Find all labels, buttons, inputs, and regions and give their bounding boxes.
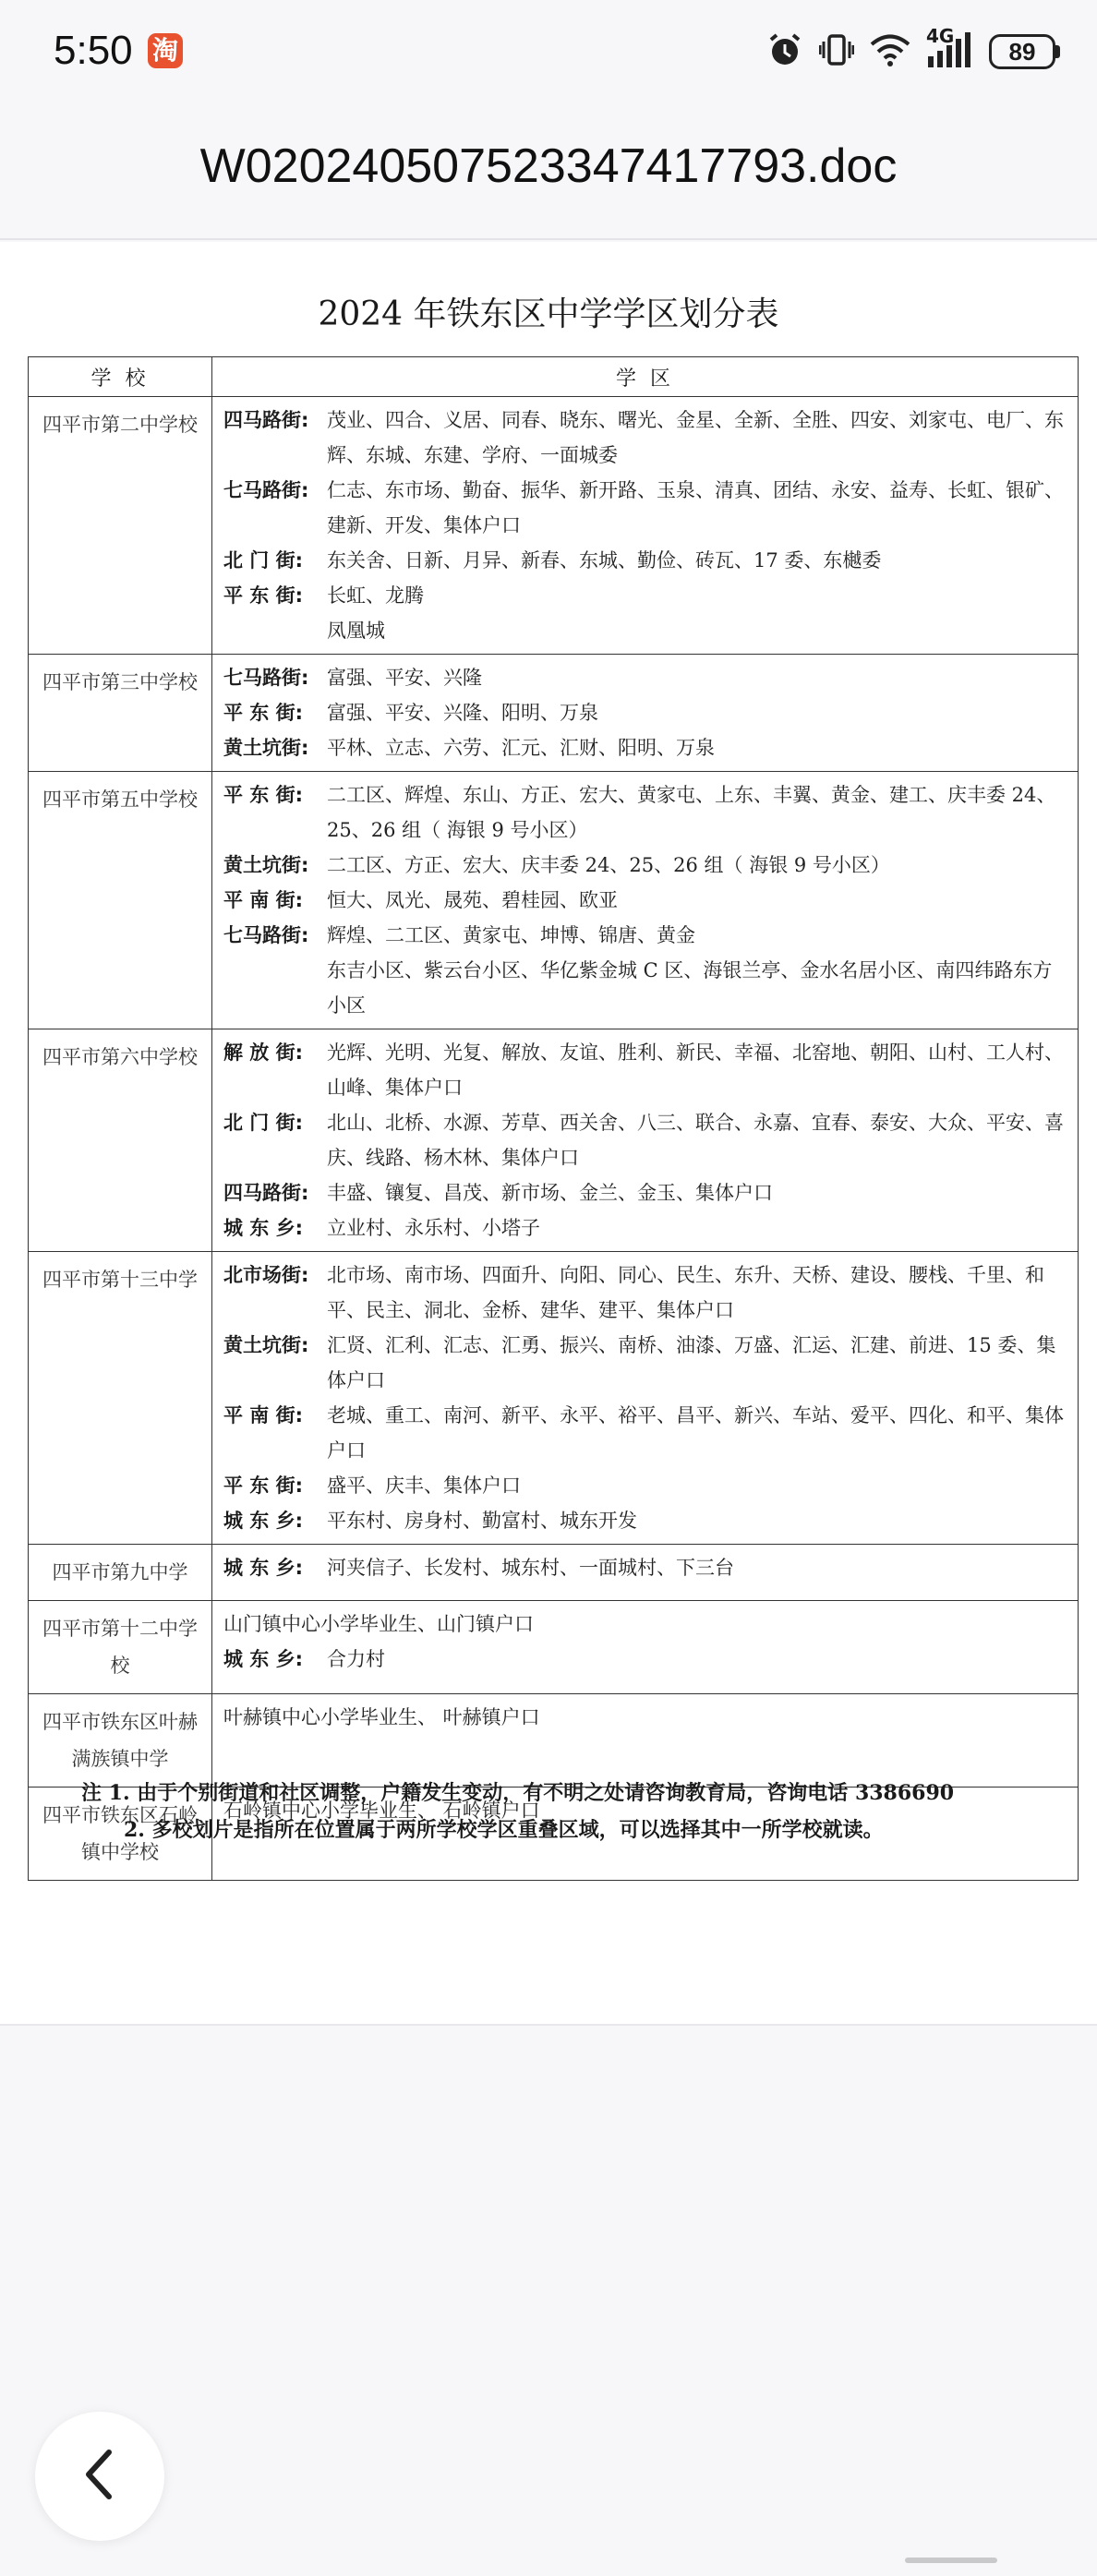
status-icons	[765, 24, 1060, 74]
document-filename: W020240507523347417793.doc	[199, 139, 898, 193]
zone-line	[223, 1398, 1067, 1468]
community-list: 恒大、凤光、晟苑、碧桂园、欧亚	[327, 889, 618, 911]
street-label: 黄土坑街:	[223, 737, 309, 759]
note-1: 注 1. 由于个别街道和社区调整，户籍发生变动，有不明之处请咨询教育局，咨询电话 3386690	[81, 1781, 955, 1805]
zone-cell	[212, 655, 1079, 772]
community-list: 丰盛、镶复、昌茂、新市场、金兰、金玉、集体户口	[327, 1182, 773, 1204]
home-indicator[interactable]	[905, 2558, 997, 2563]
street-label: 平 东 街:	[223, 584, 304, 607]
table-row	[29, 397, 1079, 655]
table-row	[29, 1252, 1079, 1545]
street-label: 平 东 街:	[223, 702, 304, 724]
community-list: 平林、立志、六劳、汇元、汇财、阳明、万泉	[327, 737, 715, 759]
table-row	[29, 1545, 1079, 1601]
school-name-cell: 四平市第五中学校	[29, 772, 212, 1029]
table-row	[29, 1694, 1079, 1788]
back-button[interactable]	[35, 2412, 164, 2541]
table-row	[29, 772, 1079, 1029]
header-zone: 学 区	[212, 357, 1079, 397]
street-label: 城 东 乡:	[223, 1648, 304, 1670]
school-name-cell: 四平市第二中学校	[29, 397, 212, 655]
taobao-app-icon: 淘	[148, 33, 183, 68]
street-label: 城 东 乡:	[223, 1510, 304, 1532]
community-list: 老城、重工、南河、新平、永平、裕平、昌平、新兴、车站、爱平、四化、和平、集体户口	[327, 1404, 1064, 1462]
street-label: 平 东 街:	[223, 784, 304, 806]
street-label: 平 东 街:	[223, 1475, 304, 1497]
zone-cell	[212, 1252, 1079, 1545]
zone-line	[223, 848, 1067, 883]
zone-line	[223, 1105, 1067, 1175]
community-list: 东关舍、日新、月异、新春、东城、勤俭、砖瓦、17 委、东樾委	[327, 549, 882, 572]
zone-line	[223, 660, 1067, 695]
document-page[interactable]	[0, 242, 1097, 2024]
notes	[81, 1775, 1060, 1848]
community-list: 盛平、庆丰、集体户口	[327, 1475, 521, 1497]
zone-line	[223, 613, 1067, 648]
community-list: 富强、平安、兴隆、阳明、万泉	[327, 702, 598, 724]
school-name-cell: 四平市第九中学	[29, 1545, 212, 1601]
battery-icon	[989, 34, 1060, 69]
street-label: 七马路街:	[223, 924, 309, 946]
community-list: 东吉小区、紫云台小区、华亿紫金城 C 区、海银兰亭、金水名居小区、南四纬路东方小区	[327, 959, 1053, 1017]
table-header-row	[29, 357, 1079, 397]
title-divider	[0, 238, 1097, 240]
zone-line	[223, 777, 1067, 848]
community-list: 北山、北桥、水源、芳草、西关舍、八三、联合、永嘉、宜春、泰安、大众、平安、喜庆、线路、杨木林、集体户口	[327, 1112, 1064, 1169]
street-label: 北市场街:	[223, 1264, 309, 1286]
zone-line	[223, 1328, 1067, 1398]
street-label: 平 南 街:	[223, 889, 304, 911]
community-list: 平东村、房身村、勤富村、城东开发	[327, 1510, 637, 1532]
page-bottom-divider	[0, 2024, 1097, 2026]
cellular-signal-icon	[926, 24, 974, 74]
community-list: 北市场、南市场、四面升、向阳、同心、民生、东升、天桥、建设、腰栈、千里、和平、民主、洞北、金桥、建华、建平、集体户口	[327, 1264, 1044, 1321]
table-row	[29, 655, 1079, 772]
zone-cell	[212, 1694, 1079, 1788]
street-label: 城 东 乡:	[223, 1557, 304, 1579]
zone-cell	[212, 397, 1079, 655]
community-list: 凤凰城	[327, 620, 385, 642]
battery-tip	[1055, 45, 1060, 58]
street-label: 北 门 街:	[223, 1112, 304, 1134]
note-2: 2. 多校划片是指所在位置属于两所学校学区重叠区域，可以选择其中一所学校就读。	[124, 1818, 884, 1842]
community-list: 仁志、东市场、勤奋、振华、新开路、玉泉、清真、团结、永安、益寿、长虹、银矿、建新、开发、集体户口	[327, 479, 1064, 536]
zone-line	[223, 1258, 1067, 1328]
school-name-cell: 四平市第十二中学校	[29, 1601, 212, 1694]
zone-line: 叶赫镇中心小学毕业生、 叶赫镇户口	[223, 1706, 540, 1728]
battery-level: 89	[989, 34, 1055, 69]
community-list: 光辉、光明、光复、解放、友谊、胜利、新民、幸福、北窑地、朝阳、山村、工人村、山峰、集体户口	[327, 1041, 1064, 1099]
school-name-cell: 四平市铁东区叶赫满族镇中学	[29, 1694, 212, 1788]
street-label: 四马路街:	[223, 409, 309, 431]
zone-cell	[212, 1029, 1079, 1252]
street-label-empty	[223, 953, 327, 1023]
status-bar	[0, 0, 1097, 109]
vibrate-icon	[819, 30, 854, 73]
street-label: 北 门 街:	[223, 549, 304, 572]
zone-cell	[212, 1601, 1079, 1694]
street-label-empty	[223, 613, 327, 648]
zone-cell	[212, 1545, 1079, 1601]
zone-line	[223, 1468, 1067, 1503]
street-label: 黄土坑街:	[223, 1334, 309, 1356]
street-label: 七马路街:	[223, 479, 309, 501]
school-zone-table	[28, 356, 1079, 1881]
zone-line	[223, 543, 1067, 578]
community-list: 立业村、永乐村、小塔子	[327, 1217, 540, 1239]
zone-line	[223, 953, 1067, 1023]
street-label: 城 东 乡:	[223, 1217, 304, 1239]
status-time: 5:50	[54, 28, 133, 73]
school-name-cell: 四平市第六中学校	[29, 1029, 212, 1252]
wifi-icon	[869, 32, 911, 71]
community-list: 长虹、龙腾	[327, 584, 424, 607]
street-label: 四马路街:	[223, 1182, 309, 1204]
community-list: 汇贤、汇利、汇志、汇勇、振兴、南桥、油漆、万盛、汇运、汇建、前进、15 委、集体户口	[327, 1334, 1056, 1391]
header-school: 学 校	[29, 357, 212, 397]
community-list: 辉煌、二工区、黄家屯、坤博、锦唐、黄金	[327, 924, 695, 946]
community-list: 河夹信子、长发村、城东村、一面城村、下三台	[327, 1557, 734, 1579]
zone-line	[223, 1642, 1067, 1677]
network-type: 4G	[926, 24, 955, 47]
school-name-cell: 四平市铁东区石岭镇中学校	[29, 1788, 212, 1881]
zone-line	[223, 1035, 1067, 1105]
street-label: 平 南 街:	[223, 1404, 304, 1426]
street-label: 七马路街:	[223, 667, 309, 689]
community-list: 二工区、方正、宏大、庆丰委 24、25、26 组（ 海银 9 号小区）	[327, 854, 890, 876]
zone-line	[223, 403, 1067, 473]
zone-line	[223, 883, 1067, 918]
zone-cell	[212, 772, 1079, 1029]
table-row	[29, 1029, 1079, 1252]
street-label: 解 放 街:	[223, 1041, 304, 1064]
table-row	[29, 1601, 1079, 1694]
zone-line	[223, 1550, 1067, 1585]
zone-line	[223, 473, 1067, 543]
zone-line	[223, 730, 1067, 765]
zone-line	[223, 1210, 1067, 1246]
school-name-cell: 四平市第十三中学	[29, 1252, 212, 1545]
zone-line: 石岭镇中心小学毕业生、 石岭镇户口	[223, 1800, 540, 1822]
community-list: 富强、平安、兴隆	[327, 667, 482, 689]
community-list: 二工区、辉煌、东山、方正、宏大、黄家屯、上东、丰翼、黄金、建工、庆丰委 24、25、26 组（ 海银 9 号小区）	[327, 784, 1056, 841]
community-list: 合力村	[327, 1648, 385, 1670]
zone-line	[223, 1175, 1067, 1210]
table-title: 2024 年铁东区中学学区划分表	[318, 295, 779, 333]
zone-line	[223, 1503, 1067, 1538]
alarm-icon	[765, 30, 804, 73]
street-label: 黄土坑街:	[223, 854, 309, 876]
school-name-cell: 四平市第三中学校	[29, 655, 212, 772]
zone-line: 山门镇中心小学毕业生、山门镇户口	[223, 1613, 534, 1635]
zone-line	[223, 695, 1067, 730]
zone-line	[223, 578, 1067, 613]
community-list: 茂业、四合、义居、同春、晓东、曙光、金星、全新、全胜、四安、刘家屯、电厂、东辉、东城、东建、学府、一面城委	[327, 409, 1064, 466]
chevron-left-icon	[78, 2447, 122, 2506]
zone-line	[223, 918, 1067, 953]
